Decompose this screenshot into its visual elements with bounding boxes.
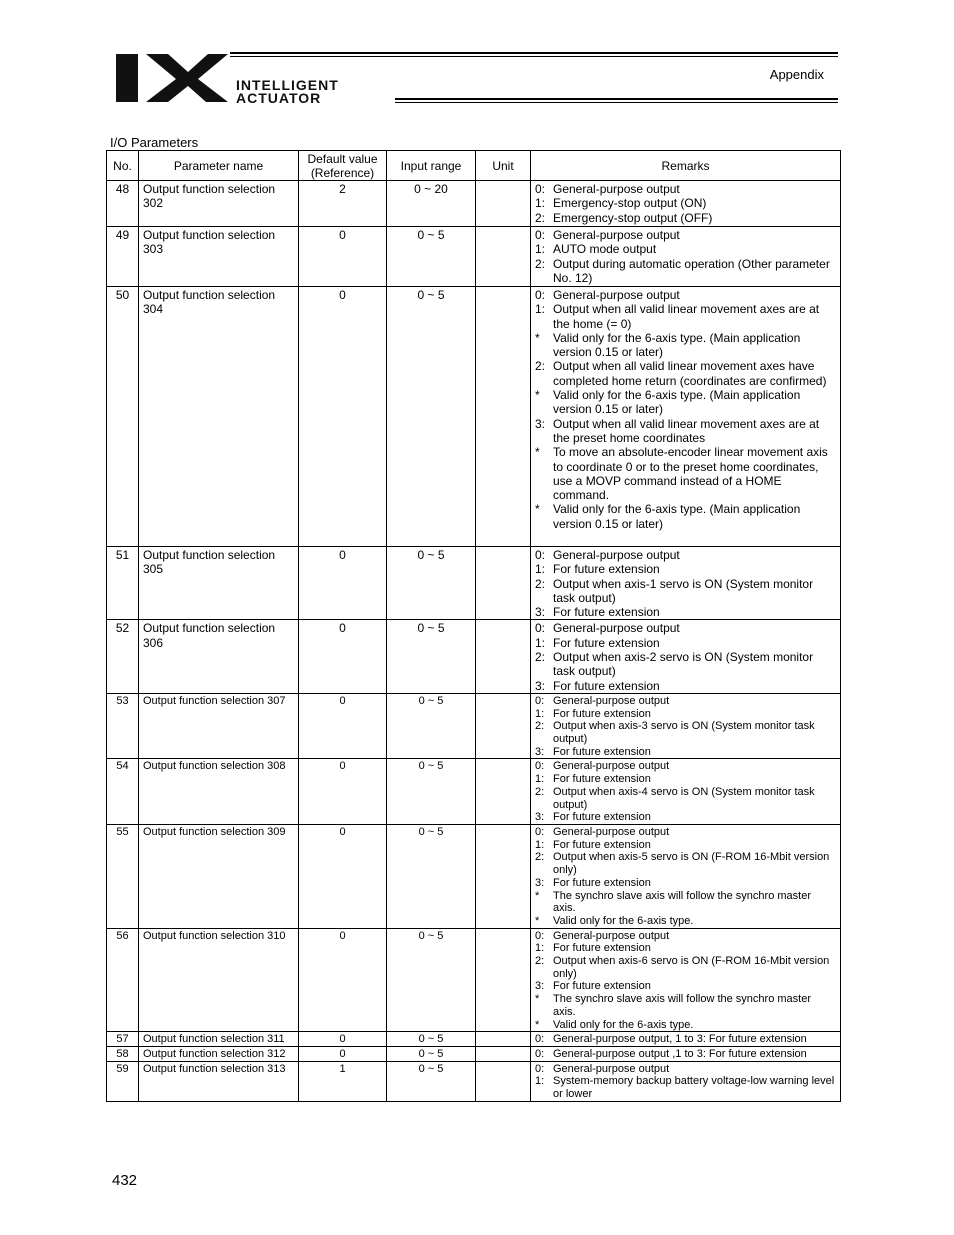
cell-unit: [476, 1061, 531, 1101]
remark-key: 3:: [535, 811, 545, 824]
cell-input-range: 0 ~ 5: [387, 928, 476, 1032]
remark-key: 2:: [535, 785, 545, 798]
cell-remarks: [531, 227, 841, 287]
remark-text: General-purpose output: [553, 1062, 670, 1075]
remark-text: For future extension: [553, 838, 651, 851]
remark-text: For future extension: [553, 678, 660, 693]
remark-line: [535, 502, 836, 531]
remark-key: 2:: [535, 576, 546, 591]
cell-unit: [476, 287, 531, 547]
remark-key: 0:: [535, 760, 545, 773]
remark-text: For future extension: [553, 562, 660, 577]
remark-key: 0:: [535, 288, 546, 302]
remark-line: [535, 562, 836, 576]
cell-remarks: [531, 693, 841, 759]
remark-line: [535, 548, 836, 562]
cell-no: 49: [107, 227, 139, 287]
remark-line: [535, 955, 836, 980]
remark-text: General-purpose output: [553, 228, 680, 242]
cell-parameter-name: Output function selection 311: [139, 1032, 299, 1047]
remark-text: Output during automatic operation (Other parameter No. 12): [553, 256, 830, 285]
remark-text: The synchro slave axis will follow the synchro master axis.: [553, 889, 811, 915]
cell-unit: [476, 620, 531, 693]
column-header: Default value (Reference): [299, 151, 387, 181]
cell-no: 50: [107, 287, 139, 547]
remark-text: The synchro slave axis will follow the synchro master axis.: [553, 993, 811, 1018]
remark-key: 2:: [535, 955, 545, 968]
remark-key: 0:: [535, 929, 545, 942]
remark-text: General-purpose output: [553, 621, 680, 636]
cell-remarks: [531, 825, 841, 929]
remark-key: 0:: [535, 826, 545, 838]
remark-line: [535, 786, 836, 811]
remark-key: *: [535, 445, 540, 460]
remark-text: General-purpose output: [553, 182, 680, 196]
remark-text: Output when axis-6 servo is ON (F-ROM 16-Mbit version only): [553, 955, 830, 980]
cell-parameter-name: Output function selection 309: [139, 825, 299, 929]
remark-key: 3:: [535, 416, 546, 431]
remark-key: 0:: [535, 621, 546, 636]
remark-key: 0:: [535, 548, 546, 562]
remark-key: 3:: [535, 980, 545, 993]
cell-default-value: 0: [299, 287, 387, 547]
cell-unit: [476, 759, 531, 825]
remark-key: 0:: [535, 182, 546, 196]
cell-no: 59: [107, 1061, 139, 1101]
remark-line: [535, 679, 836, 693]
cell-remarks: [531, 1032, 841, 1047]
cell-parameter-name: Output function selection 307: [139, 693, 299, 759]
logo-text-intelligent: INTELLIGENT: [236, 77, 339, 93]
remark-key: *: [535, 388, 540, 403]
cell-parameter-name: Output function selection 310: [139, 928, 299, 1032]
remark-text: Valid only for the 6-axis type.: [553, 914, 694, 927]
table-row: [107, 693, 841, 759]
remark-line: [535, 1063, 836, 1076]
remark-line: [535, 182, 836, 196]
remark-line: [535, 621, 836, 635]
remark-text: For future extension: [553, 745, 651, 758]
remark-text: General-purpose output, 1 to 3: For future extension: [553, 1033, 807, 1046]
cell-parameter-name: Output function selection 313: [139, 1061, 299, 1101]
table-row: [107, 1046, 841, 1061]
table-row: [107, 181, 841, 227]
cell-input-range: 0 ~ 5: [387, 759, 476, 825]
remark-key: 1:: [535, 242, 546, 257]
remark-key: *: [535, 889, 540, 902]
cell-parameter-name: Output function selection 303: [139, 227, 299, 287]
table-title: I/O Parameters: [110, 135, 199, 150]
cell-remarks: [531, 287, 841, 547]
remark-text: Output when all valid linear movement axes have completed home return (coordinates are confirmed): [553, 359, 827, 388]
column-header: Parameter name: [139, 151, 299, 181]
cell-no: 51: [107, 547, 139, 620]
cell-default-value: 0: [299, 547, 387, 620]
remark-text: For future extension: [553, 707, 651, 720]
remark-key: *: [535, 993, 540, 1006]
remark-text: Output when axis-2 servo is ON (System monitor task output): [553, 650, 814, 679]
remark-line: [535, 1075, 836, 1100]
remark-key: 3:: [535, 876, 545, 889]
header-rule: [230, 52, 838, 54]
remark-line: [535, 636, 836, 650]
cell-input-range: 0 ~ 5: [387, 547, 476, 620]
remark-line: [535, 650, 836, 679]
cell-input-range: 0 ~ 20: [387, 181, 476, 227]
cell-default-value: 0: [299, 759, 387, 825]
remark-line: [535, 811, 836, 824]
remark-key: 2:: [535, 359, 546, 374]
remark-text: For future extension: [553, 773, 651, 786]
cell-unit: [476, 825, 531, 929]
remark-line: [535, 915, 836, 928]
remark-line: [535, 302, 836, 331]
table-row: [107, 1061, 841, 1101]
cell-parameter-name: Output function selection 302: [139, 181, 299, 227]
remark-key: 0:: [535, 694, 545, 707]
header-rule: [395, 102, 838, 103]
remark-line: [535, 605, 836, 619]
remark-line: [535, 331, 836, 360]
remark-line: [535, 445, 836, 502]
remark-text: Valid only for the 6-axis type. (Main application version 0.15 or later): [553, 330, 801, 360]
table-row: [107, 620, 841, 693]
table-row: [107, 287, 841, 547]
remark-key: *: [535, 1018, 540, 1031]
remark-text: AUTO mode output: [553, 242, 657, 257]
cell-input-range: 0 ~ 5: [387, 693, 476, 759]
remark-line: [535, 890, 836, 915]
remark-line: [535, 877, 836, 890]
remark-key: 1:: [535, 1075, 545, 1088]
cell-input-range: 0 ~ 5: [387, 1046, 476, 1061]
table-row: [107, 928, 841, 1032]
remark-line: [535, 288, 836, 302]
remark-text: Valid only for the 6-axis type. (Main application version 0.15 or later): [553, 502, 801, 531]
remark-line: [535, 228, 836, 242]
cell-unit: [476, 1046, 531, 1061]
remark-line: [535, 942, 836, 955]
remark-key: 2:: [535, 720, 545, 733]
remark-line: [535, 196, 836, 210]
remark-key: 1:: [535, 196, 546, 211]
remark-text: To move an absolute-encoder linear movement axis to coordinate 0 or to the preset home coordinates, use a MOVP command instead of a HOME command.: [553, 445, 828, 503]
remark-key: *: [535, 330, 540, 345]
remark-line: [535, 826, 836, 839]
table-row: [107, 825, 841, 929]
remark-text: For future extension: [553, 980, 651, 993]
cell-remarks: [531, 928, 841, 1032]
cell-remarks: [531, 1061, 841, 1101]
cell-no: 58: [107, 1046, 139, 1061]
remark-key: 1:: [535, 302, 546, 317]
remark-line: [535, 720, 836, 745]
remark-line: [535, 746, 836, 759]
remark-key: 2:: [535, 210, 546, 225]
remark-text: General-purpose output: [553, 929, 670, 942]
remark-line: [535, 760, 836, 773]
remark-key: 0:: [535, 228, 546, 242]
remark-text: Valid only for the 6-axis type.: [553, 1018, 694, 1031]
remark-key: *: [535, 502, 540, 517]
cell-default-value: 1: [299, 1061, 387, 1101]
remark-text: System-memory backup battery voltage-low warning level or lower: [553, 1075, 835, 1101]
cell-no: 48: [107, 181, 139, 227]
intelligent-actuator-logo: [116, 52, 396, 104]
remark-line: [535, 1019, 836, 1032]
remark-key: 1:: [535, 707, 545, 720]
remark-text: General-purpose output: [553, 548, 680, 562]
cell-no: 54: [107, 759, 139, 825]
cell-input-range: 0 ~ 5: [387, 1032, 476, 1047]
cell-no: 52: [107, 620, 139, 693]
remark-text: General-purpose output: [553, 288, 680, 302]
remark-key: 2:: [535, 256, 546, 271]
cell-unit: [476, 1032, 531, 1047]
cell-default-value: 0: [299, 620, 387, 693]
remark-line: [535, 851, 836, 876]
cell-parameter-name: Output function selection 304: [139, 287, 299, 547]
cell-unit: [476, 547, 531, 620]
column-header: Remarks: [531, 151, 841, 181]
cell-input-range: 0 ~ 5: [387, 227, 476, 287]
cell-remarks: [531, 1046, 841, 1061]
remark-line: [535, 1033, 836, 1046]
remark-text: Output when axis-4 servo is ON (System monitor task output): [553, 785, 815, 811]
remark-key: 3:: [535, 678, 546, 693]
cell-default-value: 0: [299, 1032, 387, 1047]
remark-text: General-purpose output: [553, 826, 670, 838]
header-rule: [230, 56, 838, 57]
remark-line: [535, 993, 836, 1018]
cell-unit: [476, 928, 531, 1032]
cell-input-range: 0 ~ 5: [387, 287, 476, 547]
remark-text: For future extension: [553, 811, 651, 824]
io-parameters-table: [106, 150, 841, 1102]
remark-text: General-purpose output: [553, 694, 670, 707]
table-header-row: [107, 151, 841, 181]
cell-remarks: [531, 547, 841, 620]
remark-line: [535, 577, 836, 606]
cell-remarks: [531, 181, 841, 227]
remark-key: 1:: [535, 838, 545, 851]
section-label: Appendix: [769, 67, 824, 82]
cell-unit: [476, 181, 531, 227]
cell-no: 56: [107, 928, 139, 1032]
remark-text: For future extension: [553, 942, 651, 955]
remark-text: Valid only for the 6-axis type. (Main application version 0.15 or later): [553, 388, 801, 417]
cell-parameter-name: Output function selection 308: [139, 759, 299, 825]
cell-no: 57: [107, 1032, 139, 1047]
remark-text: Output when axis-1 servo is ON (System monitor task output): [553, 576, 814, 605]
cell-parameter-name: Output function selection 305: [139, 547, 299, 620]
remark-key: 2:: [535, 650, 546, 665]
cell-remarks: [531, 759, 841, 825]
remark-key: 1:: [535, 635, 546, 650]
table-row: [107, 1032, 841, 1047]
cell-default-value: 0: [299, 928, 387, 1032]
table-row: [107, 759, 841, 825]
cell-unit: [476, 693, 531, 759]
remark-text: Emergency-stop output (ON): [553, 196, 707, 211]
remark-key: *: [535, 914, 540, 927]
column-header: No.: [107, 151, 139, 181]
remark-key: 3:: [535, 605, 546, 620]
remark-key: 3:: [535, 745, 545, 758]
cell-default-value: 0: [299, 1046, 387, 1061]
remark-line: [535, 211, 836, 225]
remark-line: [535, 708, 836, 721]
remark-line: [535, 839, 836, 852]
remark-line: [535, 695, 836, 708]
remark-line: [535, 242, 836, 256]
header-rule: [395, 98, 838, 100]
remark-key: 1:: [535, 562, 546, 577]
remark-key: 1:: [535, 942, 545, 955]
cell-input-range: 0 ~ 5: [387, 825, 476, 929]
cell-unit: [476, 227, 531, 287]
remark-text: Output when all valid linear movement axes are at the preset home coordinates: [553, 416, 820, 445]
remark-key: 0:: [535, 1062, 545, 1075]
cell-no: 53: [107, 693, 139, 759]
page-number: 432: [112, 1172, 138, 1189]
remark-line: [535, 980, 836, 993]
cell-default-value: 0: [299, 825, 387, 929]
cell-default-value: 0: [299, 693, 387, 759]
cell-no: 55: [107, 825, 139, 929]
column-header: Unit: [476, 151, 531, 181]
remark-line: [535, 773, 836, 786]
remark-line: [535, 1048, 836, 1061]
remark-text: For future extension: [553, 876, 651, 889]
remark-text: For future extension: [553, 605, 660, 620]
remark-text: Output when axis-5 servo is ON (F-ROM 16-Mbit version only): [553, 851, 830, 877]
remark-line: [535, 930, 836, 943]
remark-text: Output when all valid linear movement axes are at the home (= 0): [553, 302, 820, 331]
remark-line: [535, 257, 836, 286]
remark-key: 2:: [535, 851, 545, 864]
remark-line: [535, 417, 836, 446]
remark-key: 0:: [535, 1047, 545, 1060]
logo-text-actuator: ACTUATOR: [236, 90, 322, 104]
remark-text: For future extension: [553, 635, 660, 650]
remark-text: General-purpose output ,1 to 3: For future extension: [553, 1047, 807, 1060]
remark-text: General-purpose output: [553, 760, 670, 773]
remark-text: Output when axis-3 servo is ON (System monitor task output): [553, 720, 815, 746]
cell-default-value: 2: [299, 181, 387, 227]
remark-line: [535, 359, 836, 388]
column-header: Input range: [387, 151, 476, 181]
cell-input-range: 0 ~ 5: [387, 620, 476, 693]
table-row: [107, 227, 841, 287]
cell-remarks: [531, 620, 841, 693]
cell-input-range: 0 ~ 5: [387, 1061, 476, 1101]
cell-parameter-name: Output function selection 312: [139, 1046, 299, 1061]
remark-key: 1:: [535, 773, 545, 786]
remark-line: [535, 388, 836, 417]
remark-key: 0:: [535, 1033, 545, 1046]
table-row: [107, 547, 841, 620]
cell-default-value: 0: [299, 227, 387, 287]
remark-text: Emergency-stop output (OFF): [553, 210, 713, 225]
cell-parameter-name: Output function selection 306: [139, 620, 299, 693]
